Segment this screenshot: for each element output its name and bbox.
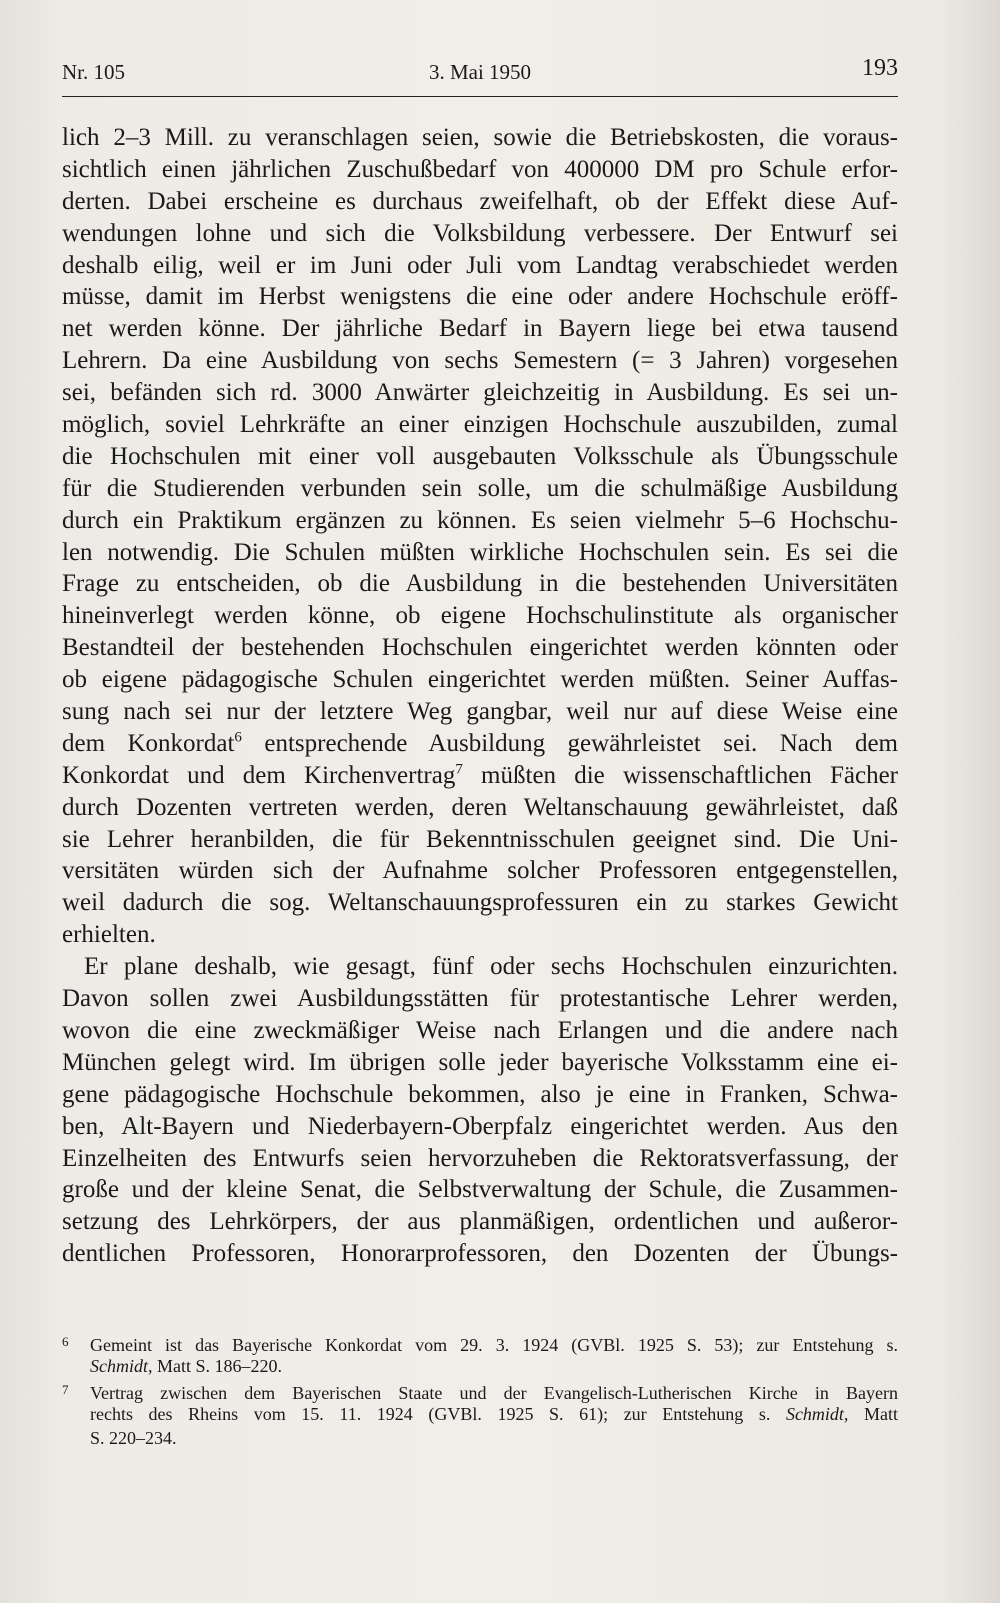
footnote-text: Gemeint ist das Bayerische Konkordat vom 29. 3. 1924 (GVBl. 1925 S. 53); zur Entstehung s.: [90, 1335, 898, 1355]
footnote-number: 6: [62, 1334, 69, 1349]
text-line: deshalb eilig, weil er im Juni oder Juli vom Landtag verabschiedet werden: [62, 251, 898, 279]
text-segment: Konkordat und dem Kirchenvertrag: [62, 761, 456, 789]
footnote-text: Vertrag zwischen dem Bayerischen Staate und der Evangelisch-Lutherischen Kirche in Bayern: [90, 1383, 898, 1403]
footnote-ref-7[interactable]: 7: [455, 761, 463, 778]
footnote-7-line: [62, 1402, 898, 1426]
text-line: die Hochschulen mit einer voll ausgebauten Volksschule als Übungsschule: [62, 442, 898, 470]
footnote-6-line: [62, 1354, 898, 1378]
text-line: durch Dozenten vertreten werden, deren Weltanschauung gewährleistet, daß: [62, 793, 898, 821]
text-line: wovon die eine zweckmäßiger Weise nach Erlangen und die andere nach: [62, 1016, 898, 1044]
text-line: Lehrern. Da eine Ausbildung von sechs Semestern (= 3 Jahren) vorgesehen: [62, 347, 898, 375]
text-line: möglich, soviel Lehrkräfte an einer einzigen Hochschule auszubilden, zumal: [62, 411, 898, 439]
text-line: sie Lehrer heranbilden, die für Bekenntnisschulen geeignet sind. Die Uni-: [62, 825, 898, 853]
text-line: müsse, damit im Herbst wenigstens die eine oder andere Hochschule eröff-: [62, 283, 898, 311]
text-line: wendungen lohne und sich die Volksbildung verbessere. Der Entwurf sei: [62, 219, 898, 247]
text-line: sung nach sei nur der letztere Weg gangbar, weil nur auf diese Weise eine: [62, 698, 898, 726]
running-header: [62, 55, 898, 94]
footnote-7-line: S. 220–234.: [90, 1428, 177, 1448]
text-line: gene pädagogische Hochschule bekommen, also je eine in Franken, Schwa-: [62, 1080, 898, 1108]
body-text: [62, 122, 898, 1270]
text-line: ben, Alt-Bayern und Niederbayern-Oberpfalz eingerichtet werden. Aus den: [62, 1112, 898, 1140]
footnote-number: 7: [62, 1382, 69, 1397]
footnotes: [62, 1330, 898, 1450]
text-line: Er plane deshalb, wie gesagt, fünf oder sechs Hochschulen einzurichten.: [84, 953, 898, 981]
text-line: für die Studierenden verbunden sein solle, um die schulmäßige Ausbildung: [62, 474, 898, 502]
text-line: setzung des Lehrkörpers, der aus planmäßigen, ordentlichen und außeror-: [62, 1208, 898, 1236]
text-line: derten. Dabei erscheine es durchaus zweifelhaft, ob der Effekt diese Auf-: [62, 187, 898, 215]
text-line: Davon sollen zwei Ausbildungsstätten für protestantische Lehrer werden,: [62, 985, 898, 1013]
footnote-author: Schmidt,: [785, 1404, 849, 1424]
text-line: München gelegt wird. Im übrigen solle jeder bayerische Volksstamm eine ei-: [62, 1048, 898, 1076]
text-line: versitäten würden sich der Aufnahme solcher Professoren entgegenstellen,: [62, 857, 898, 885]
text-line: len notwendig. Die Schulen müßten wirkliche Hochschulen sein. Es sei die: [62, 538, 898, 566]
text-line: hineinverlegt werden könne, ob eigene Hochschulinstitute als organischer: [62, 602, 898, 630]
footnote-6-line: [62, 1330, 898, 1354]
page-number: 193: [862, 55, 898, 81]
text-line: Bestandteil der bestehenden Hochschulen eingerichtet werden könnten oder: [62, 634, 898, 662]
text-line: [62, 760, 898, 792]
text-segment: müßten die wissenschaftlichen Fächer: [481, 761, 898, 789]
footnote-text: rechts des Rheins vom 15. 11. 1924 (GVBl. 1925 S. 61); zur Entstehung s.: [90, 1404, 771, 1424]
text-line: dentlichen Professoren, Honorarprofessoren, den Dozenten der Übungs-: [62, 1240, 898, 1268]
text-line: sichtlich einen jährlichen Zuschußbedarf von 400000 DM pro Schule erfor-: [62, 155, 898, 183]
text-line: große und der kleine Senat, die Selbstverwaltung der Schule, die Zusammen-: [62, 1176, 898, 1204]
footnote-author: Schmidt,: [90, 1356, 153, 1376]
issue-number: Nr. 105: [62, 60, 125, 84]
text-line: net werden könne. Der jährliche Bedarf in Bayern liege bei etwa tausend: [62, 315, 898, 343]
text-line: sei, befänden sich rd. 3000 Anwärter gleichzeitig in Ausbildung. Es sei un-: [62, 379, 898, 407]
footnote-7-line: [62, 1378, 898, 1402]
text-line: ob eigene pädagogische Schulen eingerichtet werden müßten. Seiner Auffas-: [62, 666, 898, 694]
text-line: Einzelheiten des Entwurfs seien hervorzuheben die Rektoratsverfassung, der: [62, 1144, 898, 1172]
text-line: [62, 728, 898, 760]
text-line: durch ein Praktikum ergänzen zu können. Es seien vielmehr 5–6 Hochschu-: [62, 506, 898, 534]
text-segment: dem Konkordat: [62, 729, 235, 757]
text-line: lich 2–3 Mill. zu veranschlagen seien, sowie die Betriebskosten, die voraus-: [62, 124, 898, 151]
footnote-text: Matt: [864, 1404, 899, 1424]
footnote-text: Matt S. 186–220.: [157, 1356, 283, 1376]
header-date: 3. Mai 1950: [428, 60, 532, 84]
text-line: Frage zu entscheiden, ob die Ausbildung in die bestehenden Universitäten: [62, 570, 898, 598]
header-rule: [62, 96, 898, 97]
text-line: erhielten.: [62, 921, 156, 949]
footnote-ref-6[interactable]: 6: [234, 729, 242, 746]
text-line: weil dadurch die sog. Weltanschauungsprofessuren ein zu starkes Gewicht: [62, 889, 898, 917]
text-segment: entsprechende Ausbildung gewährleistet sei. Nach dem: [264, 729, 898, 757]
